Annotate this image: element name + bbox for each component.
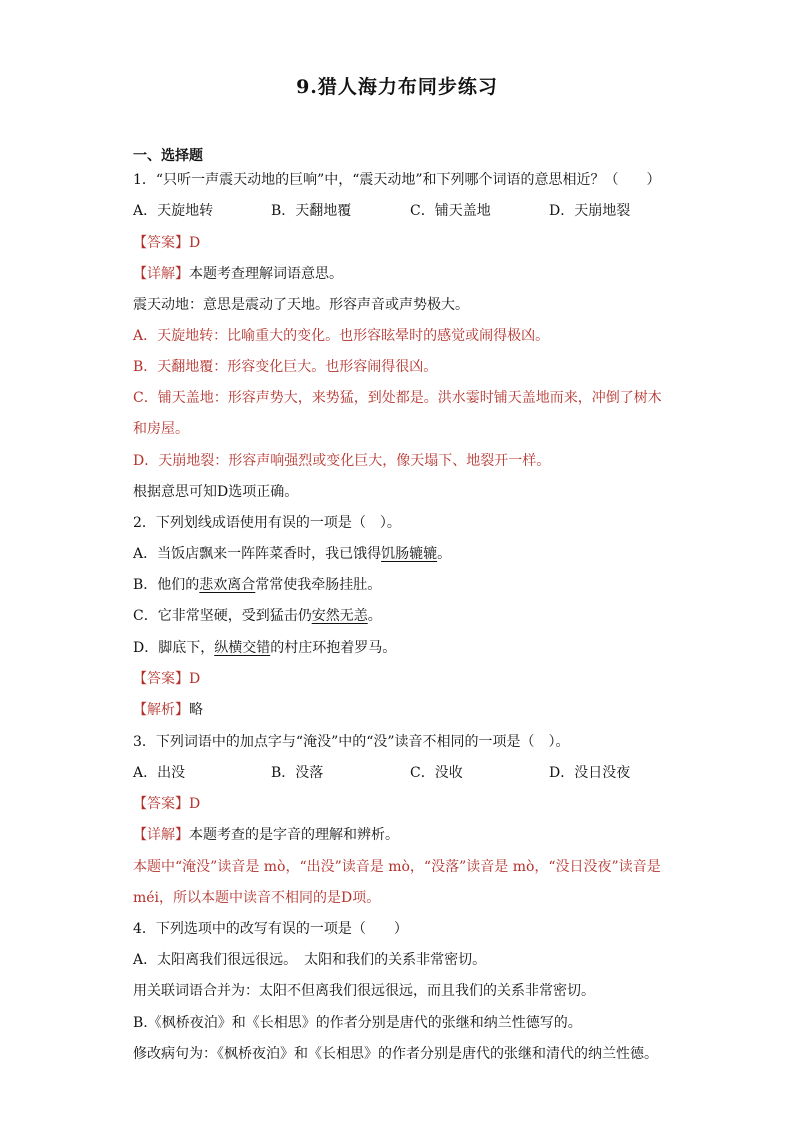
q1-explain-line: B．天翻地覆：形容变化巨大。也形容闹得很凶。 bbox=[133, 359, 438, 375]
q1-option-a: A．天旋地转 bbox=[133, 203, 214, 219]
q2-option-b bbox=[133, 575, 381, 595]
q1-answer bbox=[133, 233, 200, 253]
detail-tag: 【详解】 bbox=[133, 266, 189, 282]
q1-conclusion: 根据意思可知D选项正确。 bbox=[133, 484, 299, 500]
q2-option-a bbox=[133, 544, 451, 564]
option-text: 的村庄环抱着罗马。 bbox=[270, 640, 397, 656]
answer-value: D bbox=[189, 671, 201, 687]
q3-detail bbox=[133, 825, 399, 845]
section-heading: 一、选择题 bbox=[133, 148, 203, 164]
q3-option-b: B．没落 bbox=[271, 765, 324, 781]
underlined-idiom: 饥肠辘辘 bbox=[381, 546, 438, 562]
option-text: A．当饭店飘来一阵阵菜香时，我已饿得 bbox=[133, 546, 382, 562]
answer-value: D bbox=[189, 235, 201, 251]
option-text: D．脚底下， bbox=[133, 640, 215, 656]
q3-stem: 3．下列词语中的加点字与“淹没”中的“没”读音不相同的一项是（ ）。 bbox=[133, 734, 570, 750]
analysis-text: 略 bbox=[189, 702, 203, 718]
q3-explain-line: méi，所以本题中读音不相同的是D项。 bbox=[133, 890, 381, 906]
q3-option-c: C．没收 bbox=[410, 765, 463, 781]
detail-text: 本题考查的是字音的理解和辨析。 bbox=[189, 827, 399, 843]
analysis-tag: 【解析】 bbox=[133, 702, 189, 718]
detail-text: 本题考查理解词语意思。 bbox=[189, 266, 343, 282]
q4-line: 用关联词语合并为：太阳不但离我们很远很远，而且我们的关系非常密切。 bbox=[133, 983, 595, 999]
q2-option-c bbox=[133, 606, 382, 626]
q3-option-a: A．出没 bbox=[133, 765, 186, 781]
q3-option-d: D．没日没夜 bbox=[549, 765, 631, 781]
option-text: 。 bbox=[437, 546, 452, 562]
q1-explain-line: 和房屋。 bbox=[133, 421, 189, 437]
q2-stem: 2．下列划线成语使用有误的一项是（ ）。 bbox=[133, 515, 401, 531]
option-text: 常常使我牵肠挂肚。 bbox=[255, 577, 382, 593]
q1-option-b: B．天翻地覆 bbox=[271, 203, 352, 219]
option-text: B．他们的 bbox=[133, 577, 200, 593]
q2-answer bbox=[133, 669, 200, 689]
answer-tag: 【答案】 bbox=[133, 796, 189, 812]
q1-explain-line: A．天旋地转：比喻重大的变化。也形容眩晕时的感觉或闹得极凶。 bbox=[133, 328, 550, 344]
underlined-idiom: 纵横交错 bbox=[214, 640, 271, 656]
answer-value: D bbox=[189, 796, 201, 812]
page-title: 9.猎人海力布同步练习 bbox=[296, 76, 498, 98]
detail-tag: 【详解】 bbox=[133, 827, 189, 843]
q2-option-d bbox=[133, 638, 396, 658]
q4-line: A．太阳离我们很远很远。 太阳和我们的关系非常密切。 bbox=[133, 952, 487, 968]
q1-explain-line: D．天崩地裂：形容声响强烈或变化巨大，像天塌下、地裂开一样。 bbox=[133, 453, 551, 469]
q1-explain-line: 震天动地：意思是震动了天地。形容声音或声势极大。 bbox=[133, 297, 469, 313]
q1-option-c: C．铺天盖地 bbox=[410, 203, 491, 219]
q3-answer bbox=[133, 794, 200, 814]
option-text: 。 bbox=[367, 608, 382, 624]
q1-explain-line: C．铺天盖地：形容声势大，来势猛，到处都是。洪水霎时铺天盖地而来，冲倒了树木 bbox=[133, 390, 662, 406]
underlined-idiom: 悲欢离合 bbox=[199, 577, 256, 593]
q1-option-d: D．天崩地裂 bbox=[549, 203, 631, 219]
option-text: C．它非常坚硬，受到猛击仍 bbox=[133, 608, 312, 624]
q2-analysis bbox=[133, 700, 203, 720]
answer-tag: 【答案】 bbox=[133, 671, 189, 687]
q1-detail bbox=[133, 264, 343, 284]
underlined-idiom: 安然无恙 bbox=[311, 608, 368, 624]
q3-explain-line: 本题中“淹没”读音是 mò，“出没”读音是 mò，“没落”读音是 mò，“没日没夜”读音是 bbox=[133, 859, 661, 875]
q4-line: B.《枫桥夜泊》和《长相思》的作者分别是唐代的张继和纳兰性德写的。 bbox=[133, 1015, 582, 1031]
q4-stem: 4．下列选项中的改写有误的一项是（ ） bbox=[133, 921, 408, 937]
answer-tag: 【答案】 bbox=[133, 235, 189, 251]
q4-line: 修改病句为：《枫桥夜泊》和《长相思》的作者分别是唐代的张继和清代的纳兰性德。 bbox=[133, 1046, 658, 1062]
q1-stem: 1．“只听一声震天动地的巨响”中，“震天动地”和下列哪个词语的意思相近？（ ） bbox=[133, 172, 661, 188]
